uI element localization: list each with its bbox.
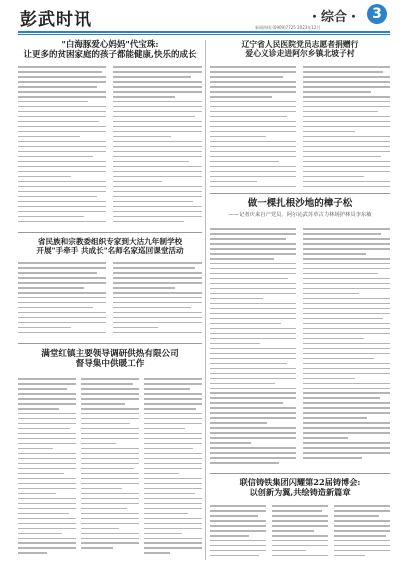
article-5-body-col2	[81, 378, 139, 558]
article-4-body-col2	[303, 228, 390, 468]
article-6-headline-line2: 以创新为翼,共绘铸造新篇章	[249, 486, 351, 497]
divider-2	[18, 343, 202, 344]
article-4	[210, 198, 390, 218]
article-5-headline-line2: 督导集中供暖工作	[75, 359, 145, 370]
article-1-body-col1	[18, 66, 106, 228]
article-3-body-col1	[18, 262, 106, 340]
page-number-badge: 3	[367, 4, 387, 24]
masthead	[0, 0, 400, 34]
article-5-body-col3	[144, 378, 202, 558]
article-2-subhead: 爱心义诊走进阿尔乡镇北坡子村	[245, 49, 355, 59]
article-6	[210, 478, 390, 498]
article-2-body-col1	[210, 66, 296, 190]
article-6-body-col3	[334, 505, 390, 563]
section-title: ・综合・	[308, 10, 361, 25]
article-4-body-col1	[210, 228, 296, 468]
article-5-body-col1	[18, 378, 76, 558]
article-3	[18, 237, 202, 256]
article-2-body-col2	[303, 66, 390, 190]
article-5-headline-line1: 满堂红镇主要领导调研供热有限公司	[41, 349, 179, 359]
article-1-body-col2	[113, 66, 202, 228]
article-3-body-col2	[113, 262, 202, 340]
article-4-headline: 做一棵扎根沙地的樟子松	[247, 198, 353, 209]
issue-info: 新闻热线:(0909)7725 2023年12月	[255, 25, 321, 30]
article-1-headline-line2: 让更多的贫困家庭的孩子都能健康,快乐的成长	[23, 50, 197, 61]
column-divider	[205, 40, 206, 560]
article-3-headline-line2: 开展"手牵手 共成长"名师名家巡回课堂活动	[36, 246, 184, 256]
divider-4	[210, 473, 390, 474]
header-rule-thin	[18, 34, 390, 35]
article-4-kicker: ——记者庆来自产党员、阿尔沁武苏草古力林场护林员李东敏	[228, 212, 372, 219]
masthead-logo: 彭武时讯	[20, 10, 92, 30]
article-2-headline: 辽宁省人民医院党员志愿者捐赠行	[241, 40, 359, 49]
divider-1	[18, 232, 202, 233]
article-2	[210, 40, 390, 59]
article-6-body-col2	[272, 505, 328, 563]
header-rule	[18, 31, 390, 33]
article-5	[18, 349, 202, 370]
article-6-headline-line1: 联信铸铁集团闪耀第22届铸博会:	[239, 477, 361, 487]
article-6-body-col1	[210, 505, 266, 563]
article-3-headline-line1: 省民族和宗教委组织专家到大沽九年制学校	[37, 237, 183, 246]
article-1	[18, 40, 202, 60]
article-1-headline-line1: "白海豚爱心妈妈"代宝珠:	[61, 40, 159, 50]
divider-3	[210, 193, 390, 194]
